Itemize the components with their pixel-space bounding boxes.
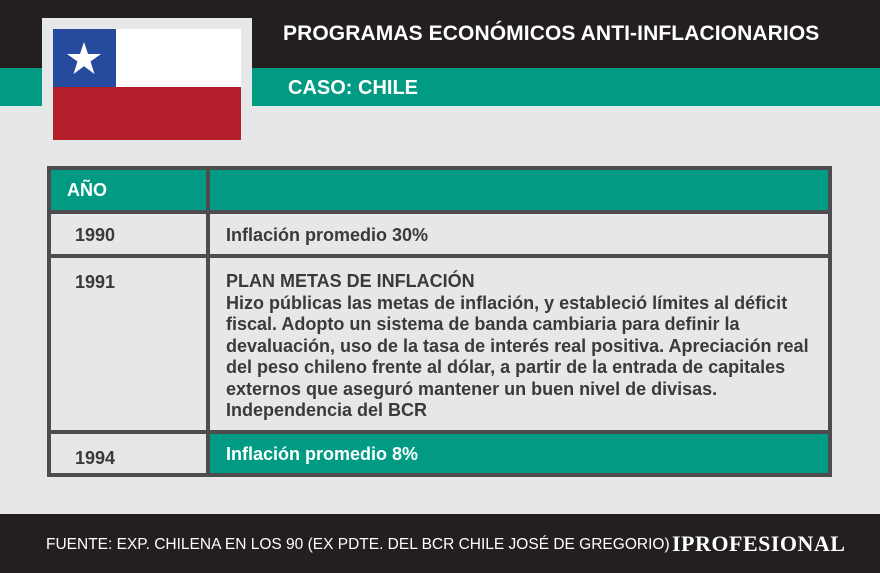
table-row-description-highlight xyxy=(210,434,828,473)
chile-flag-icon xyxy=(53,29,241,140)
row-text: Inflación promedio 8% xyxy=(226,444,419,464)
table-header-year xyxy=(51,170,206,210)
year-label: 1991 xyxy=(75,272,116,292)
table-header-description xyxy=(210,170,828,210)
year-label: 1990 xyxy=(75,225,116,245)
table-row-year xyxy=(51,258,206,430)
page-title: PROGRAMAS ECONÓMICOS ANTI-INFLACIONARIOS xyxy=(283,22,820,45)
table-row-description xyxy=(210,258,828,430)
table-row-year xyxy=(51,214,206,254)
row-text-block xyxy=(226,271,816,422)
brand-logo: IPROFESIONAL xyxy=(672,531,846,556)
row-text: Hizo públicas las metas de inflación, y estableció límites al déficit fiscal. Adopto un sistema de banda cambiaria para definir la devaluación, uso de la tasa de interés real positiva. Apreciación real del peso chileno frente al dólar, a partir de la entrada de capitales externos que aseguró mantener un buen nivel de divisas. Independencia del BCR xyxy=(226,292,809,420)
data-table xyxy=(47,166,832,477)
year-label: 1994 xyxy=(75,448,116,468)
source-credit: FUENTE: EXP. CHILENA EN LOS 90 (EX PDTE. DEL BCR CHILE JOSÉ DE GREGORIO) xyxy=(46,536,670,553)
table-row-description xyxy=(210,214,828,254)
row-title: PLAN METAS DE INFLACIÓN xyxy=(226,271,475,291)
table-row-year xyxy=(51,434,206,473)
table-header-year-label: AÑO xyxy=(67,180,107,200)
flag-red-band xyxy=(53,87,241,140)
row-text: Inflación promedio 30% xyxy=(226,225,429,245)
page-subtitle: CASO: CHILE xyxy=(288,77,418,99)
star-icon xyxy=(67,42,101,74)
flag-white-band xyxy=(116,29,241,87)
